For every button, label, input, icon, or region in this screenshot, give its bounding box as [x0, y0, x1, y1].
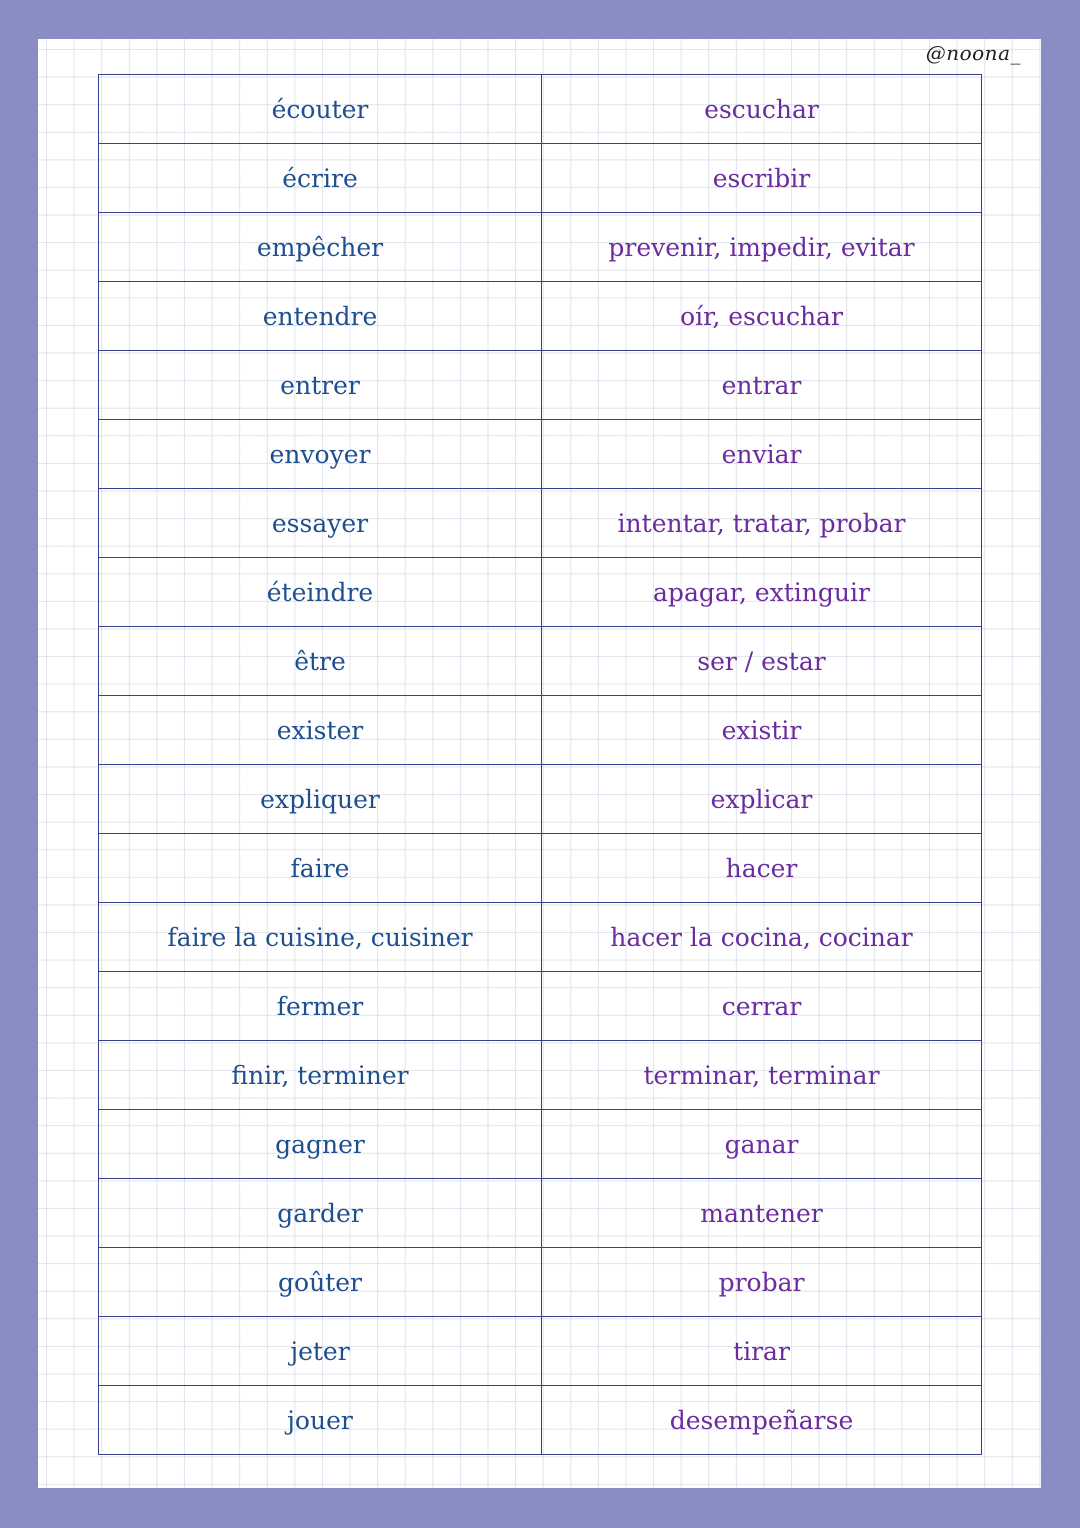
spanish-translation: desempeñarse — [542, 1386, 982, 1455]
spanish-translation: cerrar — [542, 972, 982, 1041]
spanish-translation: existir — [542, 696, 982, 765]
spanish-translation: mantener — [542, 1179, 982, 1248]
table-row — [99, 1386, 982, 1455]
table-row — [99, 144, 982, 213]
french-word: écouter — [99, 75, 542, 144]
table-row — [99, 627, 982, 696]
spanish-translation: escuchar — [542, 75, 982, 144]
table-row — [99, 834, 982, 903]
french-word: entrer — [99, 351, 542, 420]
table-row — [99, 903, 982, 972]
spanish-translation: probar — [542, 1248, 982, 1317]
spanish-translation: hacer la cocina, cocinar — [542, 903, 982, 972]
table-row — [99, 972, 982, 1041]
table-row — [99, 282, 982, 351]
table-row — [99, 1179, 982, 1248]
french-word: être — [99, 627, 542, 696]
french-word: finir, terminer — [99, 1041, 542, 1110]
french-word: garder — [99, 1179, 542, 1248]
french-word: fermer — [99, 972, 542, 1041]
french-word: jeter — [99, 1317, 542, 1386]
spanish-translation: explicar — [542, 765, 982, 834]
table-row — [99, 765, 982, 834]
table-row — [99, 75, 982, 144]
spanish-translation: prevenir, impedir, evitar — [542, 213, 982, 282]
french-word: expliquer — [99, 765, 542, 834]
table-row — [99, 1317, 982, 1386]
spanish-translation: ser / estar — [542, 627, 982, 696]
spanish-translation: hacer — [542, 834, 982, 903]
french-word: jouer — [99, 1386, 542, 1455]
table-row — [99, 1248, 982, 1317]
french-word: faire — [99, 834, 542, 903]
table-row — [99, 420, 982, 489]
table-row — [99, 1110, 982, 1179]
notebook-page — [38, 39, 1041, 1488]
french-word: éteindre — [99, 558, 542, 627]
spanish-translation: apagar, extinguir — [542, 558, 982, 627]
spanish-translation: intentar, tratar, probar — [542, 489, 982, 558]
vocabulary-table — [98, 74, 982, 1455]
table-row — [99, 696, 982, 765]
spanish-translation: escribir — [542, 144, 982, 213]
table-row — [99, 213, 982, 282]
french-word: gagner — [99, 1110, 542, 1179]
spanish-translation: enviar — [542, 420, 982, 489]
spanish-translation: tirar — [542, 1317, 982, 1386]
table-row — [99, 489, 982, 558]
french-word: envoyer — [99, 420, 542, 489]
spanish-translation: oír, escuchar — [542, 282, 982, 351]
table-row — [99, 558, 982, 627]
french-word: essayer — [99, 489, 542, 558]
french-word: empêcher — [99, 213, 542, 282]
french-word: entendre — [99, 282, 542, 351]
spanish-translation: entrar — [542, 351, 982, 420]
table-row — [99, 1041, 982, 1110]
spanish-translation: ganar — [542, 1110, 982, 1179]
author-watermark: @noona_ — [925, 41, 1021, 65]
french-word: faire la cuisine, cuisiner — [99, 903, 542, 972]
french-word: exister — [99, 696, 542, 765]
french-word: goûter — [99, 1248, 542, 1317]
spanish-translation: terminar, terminar — [542, 1041, 982, 1110]
french-word: écrire — [99, 144, 542, 213]
vocabulary-table-body — [99, 75, 982, 1455]
table-row — [99, 351, 982, 420]
